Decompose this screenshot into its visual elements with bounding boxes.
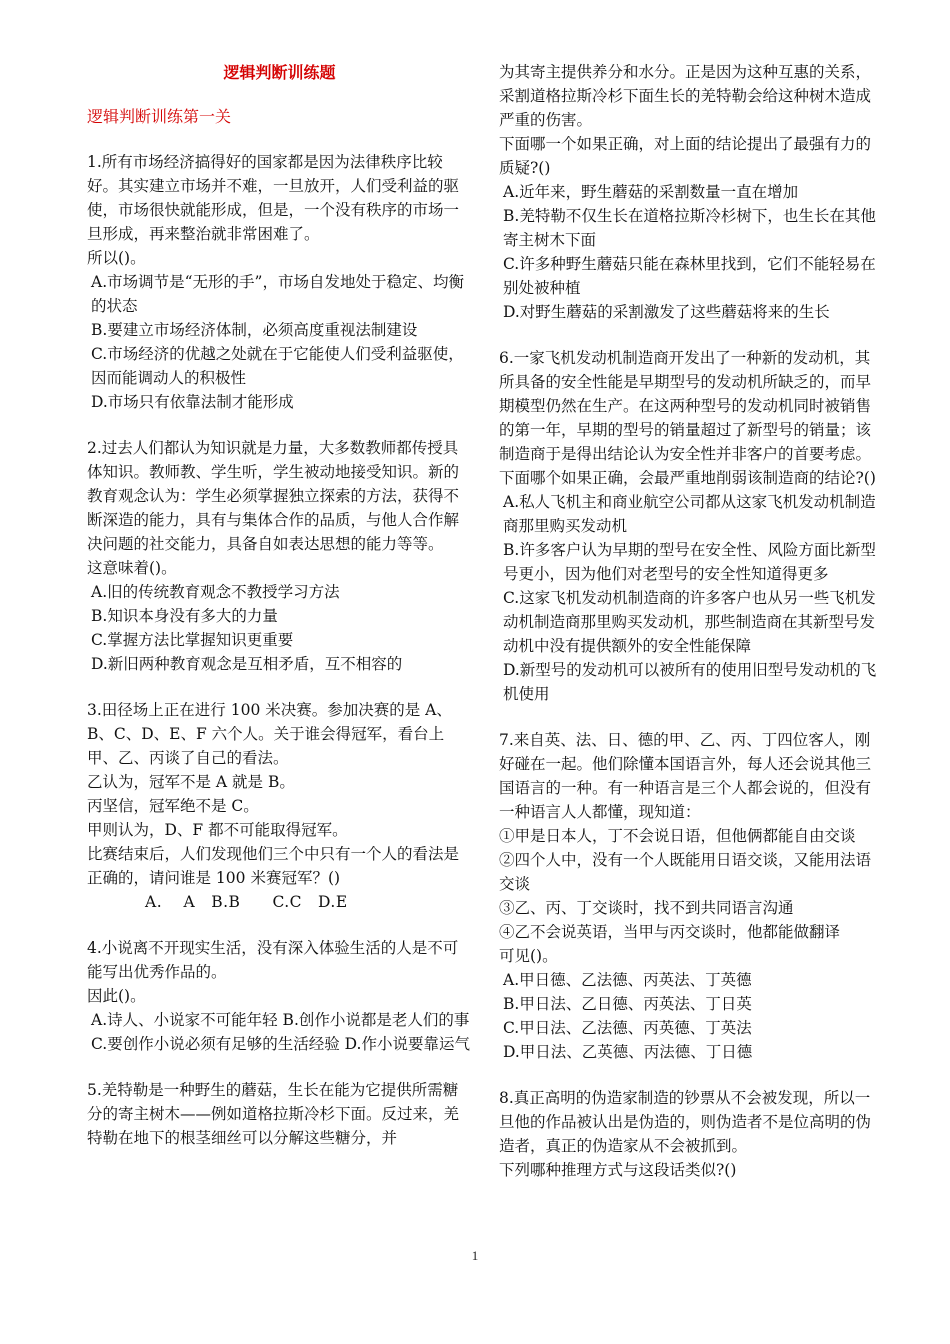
option-a: A.私人飞机主和商业航空公司都从这家飞机发动机制造商那里购买发动机 — [503, 493, 876, 535]
question-stem: 8.真正高明的伪造家制造的钞票从不会被发现，所以一旦他的作品被认出是伪造的，则伪造者不是位高明的伪造者，真正的伪造家从不会被抓到。 — [499, 1089, 872, 1155]
option-d: D.市场只有依靠法制才能形成 — [91, 393, 294, 411]
question-5 — [87, 1078, 472, 1150]
question-prompt: 可见()。 — [499, 947, 558, 965]
question-stem: 7.来自英、法、日、德的甲、乙、丙、丁四位客人，刚好碰在一起。他们除懂本国语言外，每人还会说其他三国语言的一种。有一种语言是三个人都会说的，但没有一种语言人人都懂，现知道： — [499, 731, 872, 821]
right-column — [499, 60, 882, 1204]
question-prompt: 下列哪种推理方式与这段话类似?() — [499, 1161, 737, 1179]
question-prompt: 所以()。 — [87, 249, 146, 267]
question-prompt: 下面哪一个如果正确，对上面的结论提出了最强有力的质疑?() — [499, 135, 872, 177]
option-b: B.甲日法、乙日德、丙英法、丁日英 — [503, 995, 752, 1013]
question-2 — [87, 436, 472, 676]
option-a: A.甲日德、乙法德、丙英法、丁英德 — [503, 971, 752, 989]
question-prompt: 这意味着()。 — [87, 559, 177, 577]
answer-choices: A. A B.B C.C D.E — [145, 893, 348, 911]
condition-1: ①甲是日本人，丁不会说日语，但他俩都能自由交谈 — [499, 827, 856, 845]
option-c: C.掌握方法比掌握知识更重要 — [91, 631, 294, 649]
section-title: 逻辑判断训练第一关 — [87, 107, 232, 126]
statement-bing: 丙坚信，冠军绝不是 C。 — [87, 797, 259, 815]
question-prompt: 下面哪个如果正确，会最严重地削弱该制造商的结论?() — [499, 469, 876, 487]
option-b: B.知识本身没有多大的力量 — [91, 607, 278, 625]
option-b: B.许多客户认为早期的型号在安全性、风险方面比新型号更小，因为他们对老型号的安全性知道得更多 — [503, 541, 876, 583]
question-6 — [499, 346, 882, 706]
question-stem: 3.田径场上正在进行 100 米决赛。参加决赛的是 A、B、C、D、E、F 六个人。关于谁会得冠军，看台上甲、乙、丙谈了自己的看法。 — [87, 701, 452, 767]
option-a: A.近年来，野生蘑菇的采割数量一直在增加 — [503, 183, 799, 201]
question-prompt: 因此()。 — [87, 987, 146, 1005]
question-5-continued — [499, 60, 882, 324]
condition-4: ④乙不会说英语，当甲与丙交谈时，他都能做翻译 — [499, 923, 841, 941]
option-a-b: A.诗人、小说家不可能年轻 B.创作小说都是老人们的事 — [91, 1011, 470, 1029]
question-1 — [87, 150, 472, 414]
question-4 — [87, 936, 472, 1056]
question-stem: 1.所有市场经济搞得好的国家都是因为法律秩序比较好。其实建立市场并不难，一旦放开，人们受利益的驱使，市场很快就能形成，但是，一个没有秩序的市场一旦形成，再来整治就非常困难了。 — [87, 153, 460, 243]
question-stem: 6.一家飞机发动机制造商开发出了一种新的发动机，其所具备的安全性能是早期型号的发动机所缺乏的，而早期模型仍然在生产。在这两种型号的发动机同时被销售的第一年，早期的型号的销量超过了新型号的销量；该制造商于是得出结论认为安全性并非客户的首要考虑。 — [499, 349, 872, 463]
option-b: B.羌特勒不仅生长在道格拉斯冷杉树下，也生长在其他寄主树木下面 — [503, 207, 876, 249]
left-column — [87, 60, 472, 1172]
condition-3: ③乙、丙、丁交谈时，找不到共同语言沟通 — [499, 899, 794, 917]
question-stem-continued: 为其寄主提供养分和水分。正是因为这种互惠的关系，采割道格拉斯冷杉下面生长的羌特勒会给这种树木造成严重的伤害。 — [499, 63, 872, 129]
document-title: 逻辑判断训练题 — [223, 63, 336, 82]
option-c: C.甲日法、乙法德、丙英德、丁英法 — [503, 1019, 752, 1037]
question-stem: 2.过去人们都认为知识就是力量，大多数教师都传授具体知识。教师教、学生听，学生被动地接受知识。新的教育观念认为：学生必须掌握独立探索的方法，获得不断深造的能力，具有与集体合作的品质，与他人合作解决问题的社交能力，具备自如表达思想的能力等等。 — [87, 439, 460, 553]
option-d: D.甲日法、乙英德、丙法德、丁日德 — [503, 1043, 753, 1061]
option-a: A.市场调节是“无形的手”，市场自发地处于稳定、均衡的状态 — [91, 273, 464, 315]
question-stem: 4.小说离不开现实生活，没有深入体验生活的人是不可能写出优秀作品的。 — [87, 939, 459, 981]
question-prompt: 比赛结束后，人们发现他们三个中只有一个人的看法是正确的，请问谁是 100 米赛冠军？() — [87, 845, 460, 887]
condition-2: ②四个人中，没有一个人既能用日语交谈，又能用法语交谈 — [499, 851, 872, 893]
option-d: D.新型号的发动机可以被所有的使用旧型号发动机的飞机使用 — [503, 661, 877, 703]
statement-yi: 乙认为，冠军不是 A 就是 B。 — [87, 773, 295, 791]
question-7 — [499, 728, 882, 1064]
question-3 — [87, 698, 472, 914]
option-c: C.市场经济的优越之处就在于它能使人们受利益驱使，因而能调动人的积极性 — [91, 345, 464, 387]
option-c-d: C.要创作小说必须有足够的生活经验 D.作小说要靠运气 — [91, 1035, 470, 1053]
option-c: C.这家飞机发动机制造商的许多客户也从另一些飞机发动机制造商那里购买发动机，那些制造商在其新型号发动机中没有提供额外的安全性能保障 — [503, 589, 876, 655]
option-d: D.新旧两种教育观念是互相矛盾，互不相容的 — [91, 655, 403, 673]
page-number: 1 — [471, 1248, 479, 1263]
option-b: B.要建立市场经济体制，必须高度重视法制建设 — [91, 321, 418, 339]
option-d: D.对野生蘑菇的采割激发了这些蘑菇将来的生长 — [503, 303, 830, 321]
option-a: A.旧的传统教育观念不教授学习方法 — [91, 583, 340, 601]
option-c: C.许多种野生蘑菇只能在森林里找到，它们不能轻易在别处被种植 — [503, 255, 876, 297]
statement-jia: 甲则认为，D、F 都不可能取得冠军。 — [87, 821, 348, 839]
question-stem: 5.羌特勒是一种野生的蘑菇，生长在能为它提供所需糖分的寄主树木——例如道格拉斯冷杉下面。反过来，羌特勒在地下的根茎细丝可以分解这些糖分，并 — [87, 1081, 460, 1147]
question-8 — [499, 1086, 882, 1182]
